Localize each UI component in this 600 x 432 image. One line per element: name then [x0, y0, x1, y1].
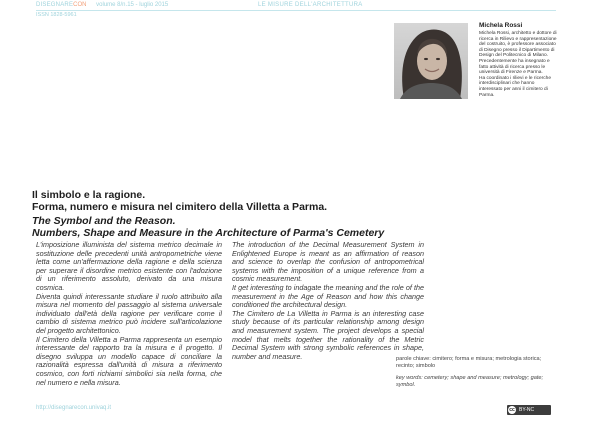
abstract-english: [232, 241, 424, 361]
article-titles: [32, 190, 552, 239]
keywords-italian: parole chiave: cimitero; forma e misura; metrologia storica; recinto; simbolo: [396, 356, 542, 369]
journal-url-link[interactable]: http://disegnarecon.univaq.it: [36, 405, 112, 411]
cc-license-badge: [507, 405, 551, 415]
keywords-block: [396, 356, 556, 394]
license-label: BY-NC: [519, 407, 535, 413]
keywords-english: key words: cemetery; shape and measure; metrology; gate; symbol.: [396, 375, 544, 388]
journal-issn: ISSN 1828-5961: [36, 12, 77, 18]
abstract-paragraph: The Cimitero de La Villetta in Parma is an interesting case study because of its particular relationship among design and measurement system. The project develops a special model that melts together the rationality of the Metric Decimal System with strong symbolic references in shape, number and measure.: [232, 308, 424, 361]
title-italian-line2: Forma, numero e misura nel cimitero della Villetta a Parma.: [32, 200, 328, 213]
abstract-paragraph: The introduction of the Decimal Measurement System in Enlightened Europe is meant as an affirmation of reason and science to overlap the confusion of antropometrical systems with the imposition of a unique reference from a cosmic measurement.: [232, 240, 424, 284]
abstract-paragraph: Il Cimitero della Villetta a Parma rappresenta un esempio interessante del rapporto tra la misura e il progetto. Il disegno sviluppa un modello capace di conciliare la razionalità espressa dall'unità di misura a riferimento cosmico, con forti richiami simbolici sia nella forma, che nel numero e nella misura.: [36, 334, 222, 387]
author-portrait-image: [394, 23, 468, 99]
abstract-italian: [36, 241, 222, 387]
author-photo: [394, 23, 468, 99]
journal-brand-part1: DISEGNARE: [36, 2, 74, 8]
journal-issue: volume 8/n.15 - luglio 2015: [96, 2, 169, 8]
author-name: Michela Rossi: [479, 22, 523, 29]
title-italian-line1: Il simbolo e la ragione.: [32, 189, 146, 201]
journal-brand-part2: CON: [73, 2, 87, 8]
author-bio: [479, 22, 557, 98]
title-english-line1: The Symbol and the Reason.: [32, 215, 176, 227]
abstract-paragraph: Diventa quindi interessante studiare il ruolo attribuito alla misura nel momento del passaggio al sistema universale individuato dall'età della ragione per verificare come il cambio di sistema metrico può incidere sull'articolazione del progetto architettonico.: [36, 291, 222, 335]
abstract-paragraph: It get interesting to indagate the meaning and the role of the measurement in the Age of Reason and how this change conditioned the architectural design.: [232, 282, 424, 310]
author-bio-paragraph: Michela Rossi, architetto e dottore di ricerca in Rilievo e rappresentazione del costruito, è professore associato di Disegno presso il Dipartimento di Design del Politecnico di Milano.: [479, 31, 557, 59]
abstract-paragraph: L'imposizione illuminista del sistema metrico decimale in sostituzione delle precedenti unità antropometriche viene letta come un'affermazione della ragione e della scienza per superare il disordine metrico esistente con l'adozione di un riferimento assoluto, derivato da una misura cosmica.: [36, 240, 222, 292]
header-divider: [36, 10, 556, 11]
journal-header: [36, 2, 168, 10]
author-bio-paragraph: Ha coordinato i rilievi e le ricerche interdisciplinari che hanno interessato per anni il cimitero di Parma.: [479, 75, 551, 98]
journal-section: LE MISURE DELL'ARCHITETTURA: [258, 2, 363, 8]
cc-icon: cc: [509, 407, 515, 413]
author-bio-paragraph: Precedentemente ha insegnato e fatto attività di ricerca presso le università di Firenze e Parma.: [479, 58, 550, 76]
title-english-line2: Numbers, Shape and Measure in the Architecture of Parma's Cemetery: [32, 226, 385, 239]
